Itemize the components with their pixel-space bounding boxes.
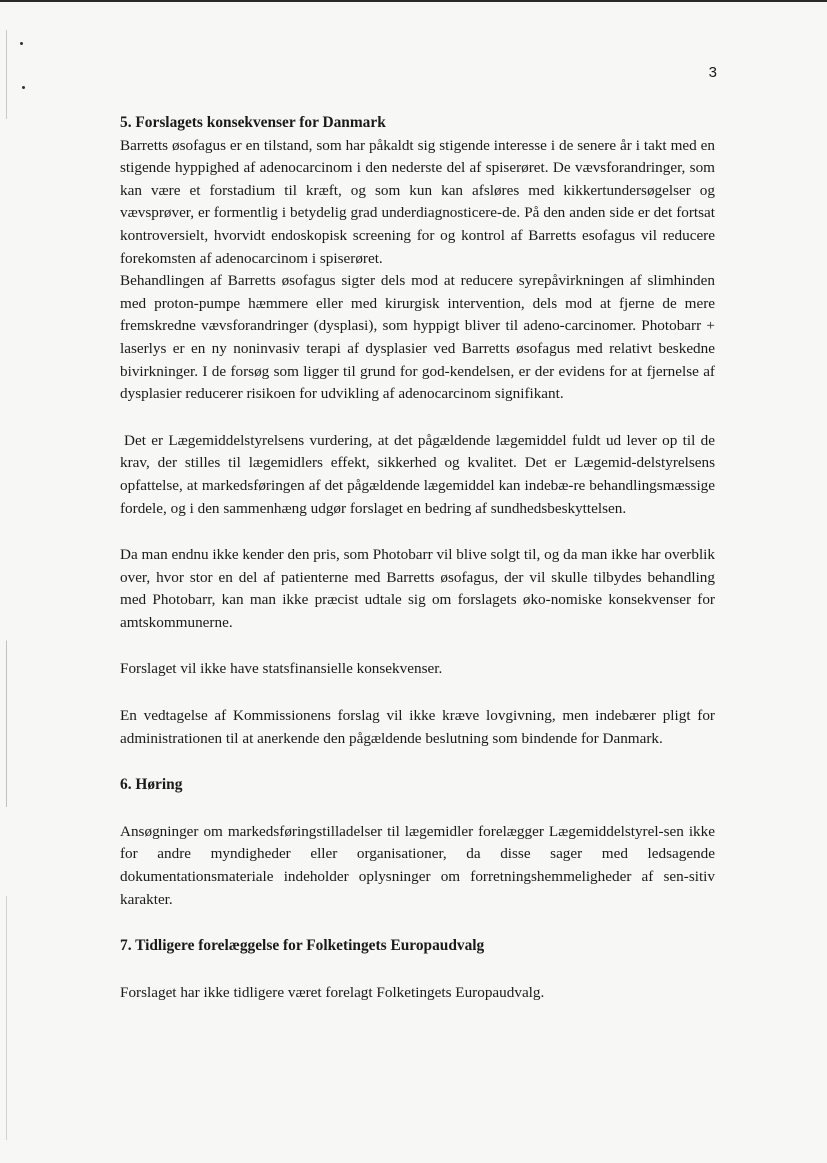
section-7-heading: 7. Tidligere forelæggelse for Folketingets Europaudvalg: [120, 937, 485, 955]
section-5-paragraph-1: Barretts øsofagus er en tilstand, som har påkaldt sig stigende interesse i de senere år i takt med en stigende hyppighed af adenocarcinom i den nederste del af spiserøret. De vævsforandringer, som kan være et forstadium til kræft, og som kun kan afsløres med kikkertundersøgelser og vævsprøver, er formentlig i betydelig grad underdiagnosticere-de. På den anden side er det fortsat kontroversielt, hvorvidt endoskopisk screening for og kontrol af Barretts esofagus vil reducere forekomsten af adenocarcinom i spiserøret.: [120, 136, 715, 267]
section-5-paragraph-3: Det er Lægemiddelstyrelsens vurdering, at det pågældende lægemiddel fuldt ud lever op til de krav, der stilles til lægemidlers effekt, sikkerhed og kvalitet. Det er Lægemid-delstyrelsens opfattelse, at markedsføringen af det pågældende lægemiddel kan indebæ-re behandlingsmæssige fordele, og i den sammenhæng udgør forslaget en bedring af sundhedsbeskyttelsen.: [120, 431, 715, 517]
page-number: 3: [708, 64, 717, 81]
document-body: [120, 112, 715, 1004]
section-5-paragraph-5: Forslaget vil ikke have statsfinansielle konsekvenser.: [120, 660, 443, 678]
section-6-paragraph-1: Ansøgninger om markedsføringstilladelser til lægemidler forelægger Lægemiddelstyrel-sen ikke for andre myndigheder eller organisationer, da disse sager med ledsagende dokumentationsmateriale indeholder oplysninger om forretningshemmeligheder af sen-sitiv karakter.: [120, 822, 715, 908]
section-6-heading: 6. Høring: [120, 776, 183, 794]
section-5-paragraph-2: Behandlingen af Barretts øsofagus sigter dels mod at reducere syrepåvirkningen af slimhinden med proton-pumpe hæmmere eller med kirurgisk intervention, dels mod at fjerne de mere fremskredne vævsforandringer (dysplasi), som hyppigt bliver til adeno-carcinomer. Photobarr + laserlys er en ny noninvasiv terapi af dysplasier ved Barretts øsofagus med relativt beskedne bivirkninger. I de forsøg som ligger til grund for god-kendelsen, er der evidens for at fjernelse af dysplasier reducerer risikoen for udvikling af adenocarcinom signifikant.: [120, 272, 715, 403]
section-5-paragraph-4: Da man endnu ikke kender den pris, som Photobarr vil blive solgt til, og da man ikke har overblik over, hvor stor en del af patienterne med Barretts øsofagus, der vil skulle tilbydes behandling med Photobarr, kan man ikke præcist udtale sig om forslagets øko-nomiske konsekvenser for amtskommunerne.: [120, 546, 715, 631]
scan-dot: [22, 86, 25, 89]
section-5-heading: 5. Forslagets konsekvenser for Danmark: [120, 114, 386, 131]
scan-dot: [20, 42, 23, 45]
section-7-paragraph-1: Forslaget har ikke tidligere været forelagt Folketingets Europaudvalg.: [120, 983, 545, 1001]
scan-edge: [6, 30, 7, 1140]
section-5-paragraph-6: En vedtagelse af Kommissionens forslag vil ikke kræve lovgivning, men indebærer pligt for administrationen til at anerkende den pågældende beslutning som bindende for Danmark.: [120, 707, 715, 747]
top-border: [0, 0, 827, 2]
